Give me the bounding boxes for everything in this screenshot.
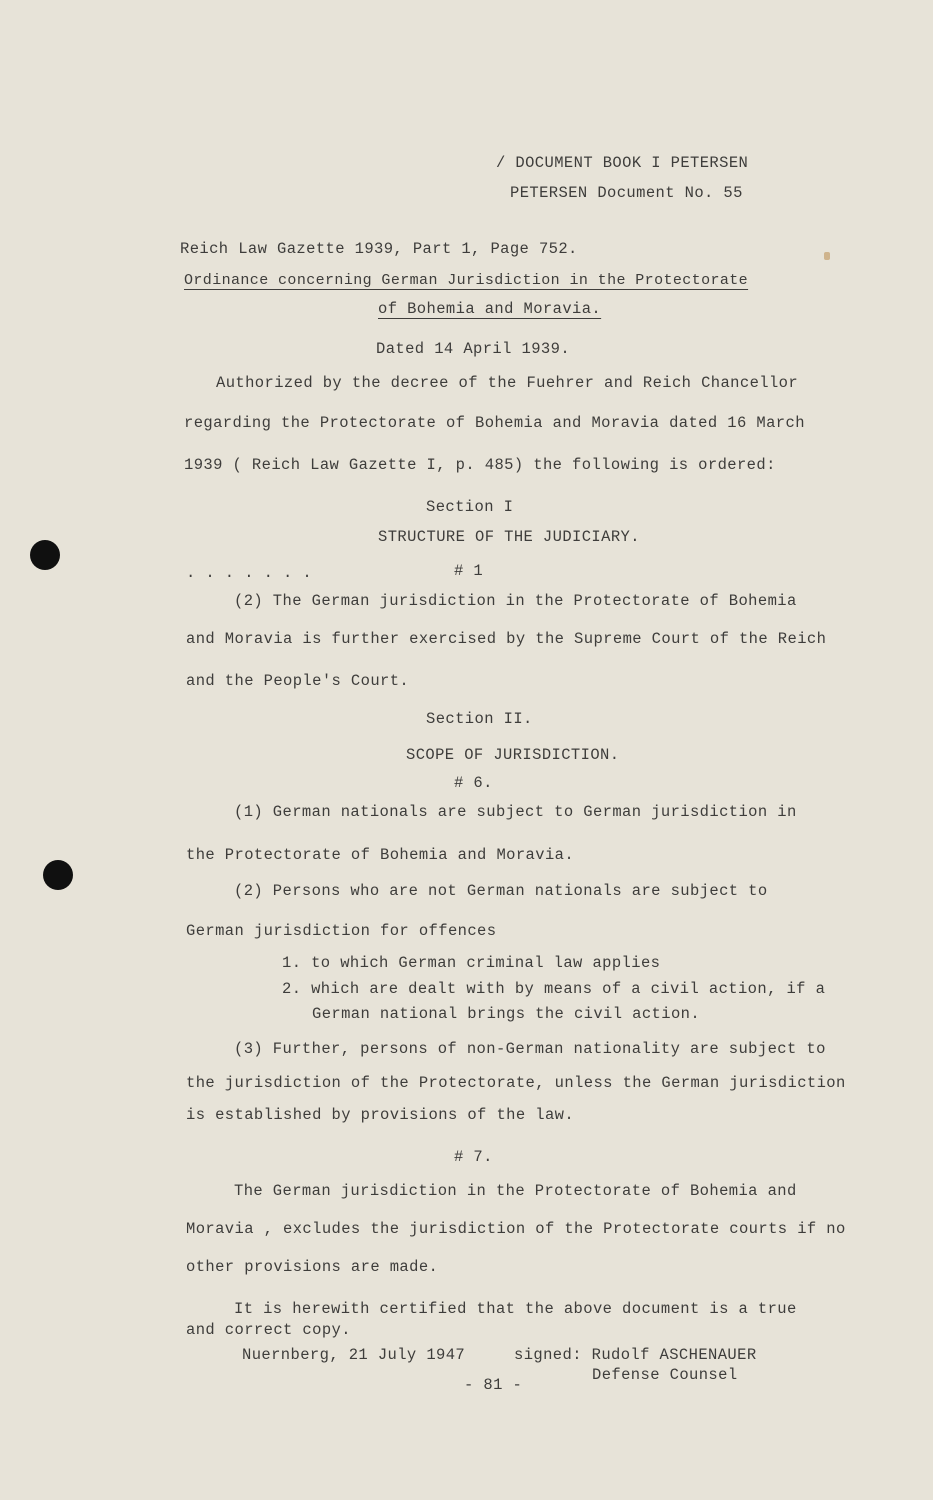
paper-stain — [824, 252, 830, 260]
punch-hole — [30, 540, 60, 570]
certification-place-date: Nuernberg, 21 July 1947 — [242, 1346, 466, 1364]
ordinance-date: Dated 14 April 1939. — [376, 340, 571, 358]
section-1-heading: Section I — [426, 498, 514, 516]
signatory-role: Defense Counsel — [592, 1366, 738, 1384]
signature-line: signed: Rudolf ASCHENAUER — [514, 1346, 757, 1364]
paragraph-6-1-line: (1) German nationals are subject to German jurisdiction in — [234, 803, 797, 821]
certification-line: It is herewith certified that the above document is a true — [234, 1300, 797, 1318]
page-number: - 81 - — [464, 1376, 523, 1394]
certification-line: and correct copy. — [186, 1321, 351, 1339]
paragraph-1-2-line: and the People's Court. — [186, 672, 410, 690]
section-1-subheading: STRUCTURE OF THE JUDICIARY. — [378, 528, 640, 546]
paragraph-7-line: other provisions are made. — [186, 1258, 439, 1276]
document-book-header: / DOCUMENT BOOK I PETERSEN — [496, 154, 749, 172]
paragraph-1-2-line: (2) The German jurisdiction in the Protectorate of Bohemia — [234, 592, 797, 610]
paragraph-6-3-line: (3) Further, persons of non-German nationality are subject to — [234, 1040, 826, 1058]
paragraph-6-2-line: (2) Persons who are not German nationals are subject to — [234, 882, 768, 900]
paragraph-6-1-line: the Protectorate of Bohemia and Moravia. — [186, 846, 575, 864]
paragraph-1-2-line: and Moravia is further exercised by the Supreme Court of the Reich — [186, 630, 827, 648]
paragraph-7-line: The German jurisdiction in the Protectorate of Bohemia and — [234, 1182, 797, 1200]
paragraph-mark-1: # 1 — [454, 562, 484, 580]
paragraph-7-line: Moravia , excludes the jurisdiction of the Protectorate courts if no — [186, 1220, 846, 1238]
ordinance-title-line2: of Bohemia and Moravia. — [378, 300, 602, 318]
paragraph-6-2-line: German jurisdiction for offences — [186, 922, 497, 940]
preamble-line: 1939 ( Reich Law Gazette I, p. 485) the following is ordered: — [184, 456, 776, 474]
paragraph-6-3-line: the jurisdiction of the Protectorate, unless the German jurisdiction — [186, 1074, 846, 1092]
list-item-2-continued: German national brings the civil action. — [312, 1005, 701, 1023]
paragraph-mark-7: # 7. — [454, 1148, 493, 1166]
paragraph-6-3-line: is established by provisions of the law. — [186, 1106, 575, 1124]
list-item-1: 1. to which German criminal law applies — [282, 954, 661, 972]
punch-hole — [43, 860, 73, 890]
ordinance-title-line1: Ordinance concerning German Jurisdiction in the Protectorate — [184, 272, 749, 289]
list-item-2: 2. which are dealt with by means of a civil action, if a — [282, 980, 826, 998]
omission-ellipsis: . . . . . . . — [186, 564, 313, 582]
section-2-subheading: SCOPE OF JURISDICTION. — [406, 746, 620, 764]
preamble-line: regarding the Protectorate of Bohemia and Moravia dated 16 March — [184, 414, 805, 432]
paragraph-mark-6: # 6. — [454, 774, 493, 792]
law-gazette-citation: Reich Law Gazette 1939, Part 1, Page 752. — [180, 240, 578, 258]
document-number: PETERSEN Document No. 55 — [510, 184, 743, 202]
preamble-line: Authorized by the decree of the Fuehrer and Reich Chancellor — [216, 374, 799, 392]
section-2-heading: Section II. — [426, 710, 533, 728]
